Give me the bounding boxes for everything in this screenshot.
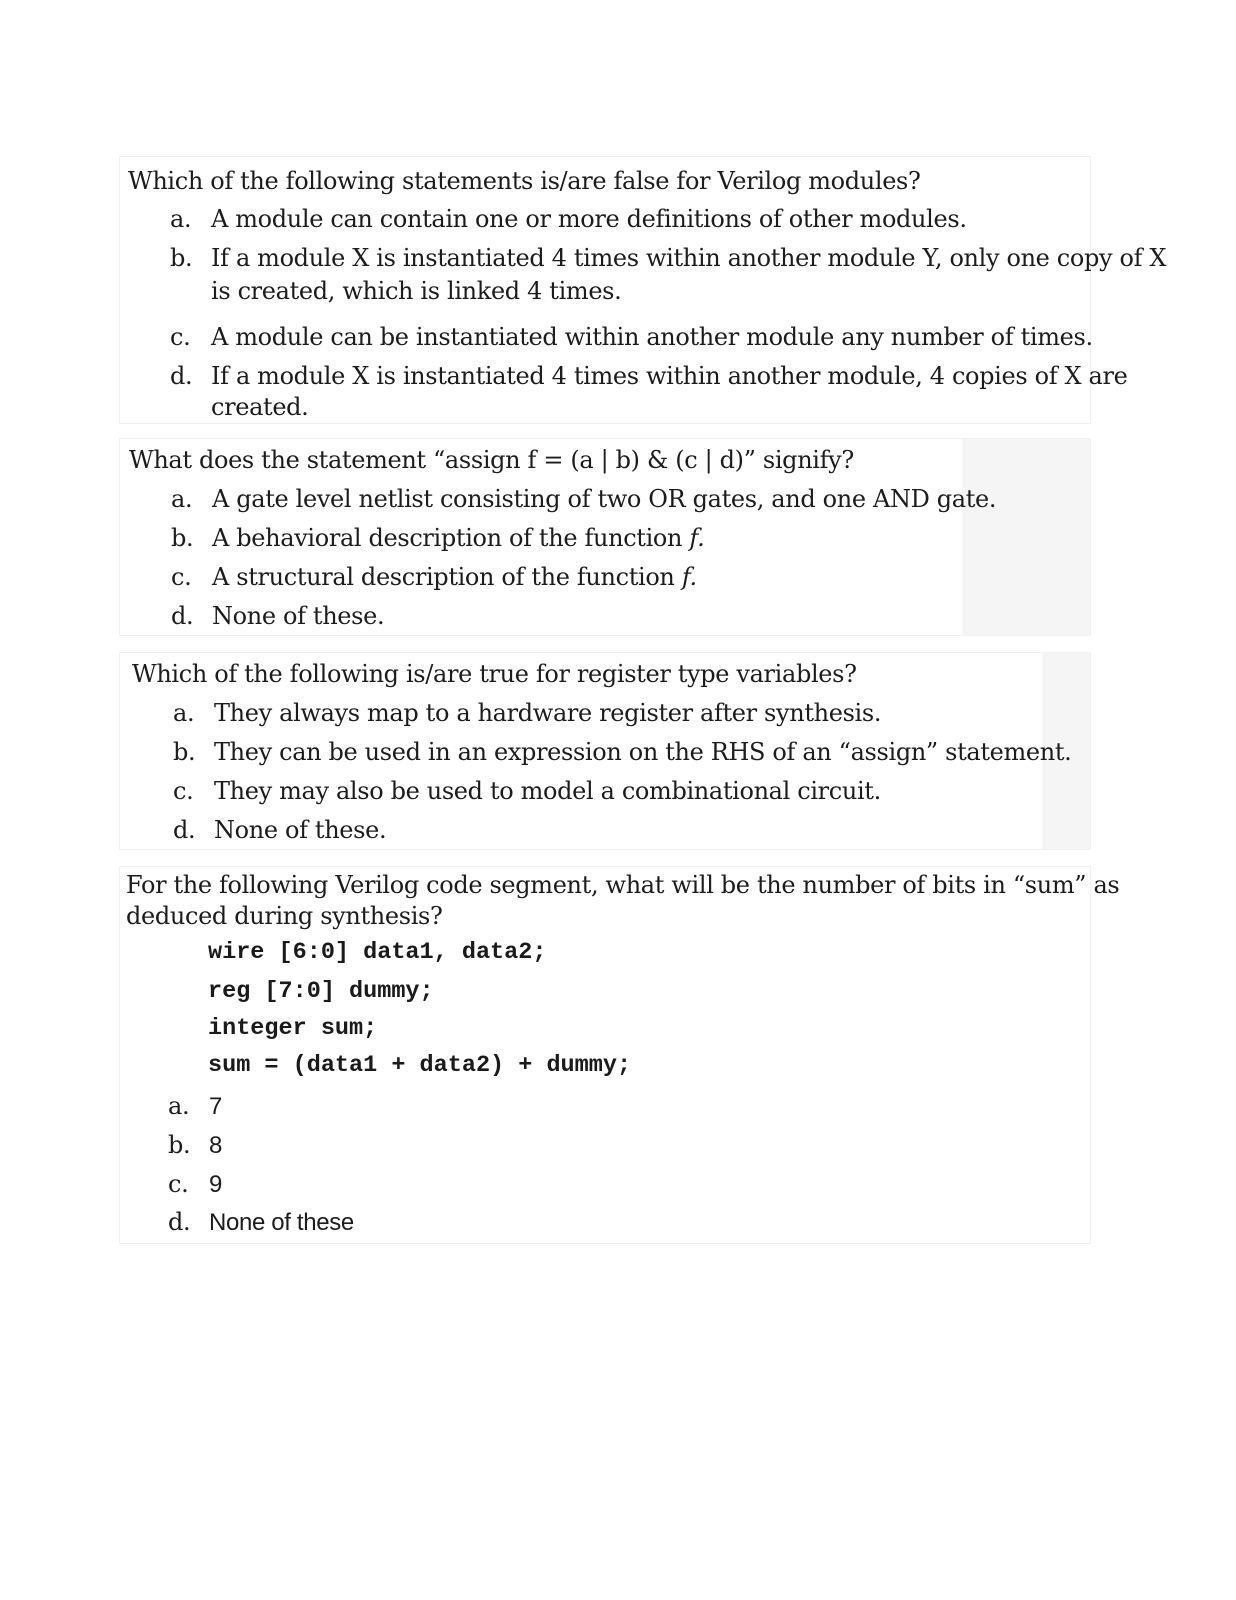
function-name: f.: [689, 524, 705, 552]
question-4-text: For the following Verilog code segment, what will be the number of bits in “sum” as: [126, 871, 1120, 899]
option-letter: d.: [171, 602, 194, 630]
code-line-1: wire [6:0] data1, data2;: [208, 939, 547, 966]
option-text: 8: [209, 1132, 222, 1159]
option-text: They may also be used to model a combinational circuit.: [214, 777, 881, 805]
option-text-main: A structural description of the function: [212, 563, 675, 591]
option-letter: c.: [173, 777, 194, 805]
option-letter: b.: [168, 1131, 191, 1159]
option-text: A module can be instantiated within another module any number of times.: [211, 323, 1093, 351]
question-1-option-b-continued: [211, 276, 621, 307]
option-letter: c.: [170, 323, 191, 351]
option-text: 7: [209, 1093, 222, 1120]
option-letter: a.: [171, 485, 193, 513]
option-text-main: A behavioral description of the function: [212, 524, 683, 552]
question-3: [119, 652, 1091, 850]
option-letter: b.: [170, 244, 193, 272]
option-letter: a.: [173, 699, 195, 727]
shaded-margin: [962, 439, 1090, 635]
option-letter: d.: [173, 816, 196, 844]
option-text: If a module X is instantiated 4 times within another module, 4 copies of X are: [211, 362, 1128, 390]
option-text: They always map to a hardware register after synthesis.: [214, 699, 882, 727]
option-letter: b.: [173, 738, 196, 766]
code-line-2: reg [7:0] dummy;: [208, 978, 434, 1005]
question-1-option-d-continued: [211, 392, 308, 423]
option-letter: b.: [171, 524, 194, 552]
question-1-text: Which of the following statements is/are false for Verilog modules?: [128, 167, 921, 195]
option-text: A module can contain one or more definitions of other modules.: [211, 205, 967, 233]
option-text: If a module X is instantiated 4 times within another module Y, only one copy of X: [211, 244, 1167, 272]
option-text: None of these: [209, 1209, 354, 1236]
question-3-text: Which of the following is/are true for register type variables?: [132, 660, 857, 688]
question-4: [119, 866, 1120, 1244]
option-text-continued: created.: [211, 393, 309, 421]
option-letter: d.: [168, 1208, 191, 1236]
question-2: [119, 438, 1091, 636]
option-letter: c.: [171, 563, 192, 591]
function-name: f.: [681, 563, 697, 591]
question-4-text-continued: deduced during synthesis?: [126, 902, 443, 930]
question-1: [119, 156, 1167, 424]
question-2-text: What does the statement “assign f = (a | b) & (c | d)” signify?: [129, 446, 854, 474]
option-text: 9: [209, 1171, 222, 1198]
code-line-3: integer sum;: [208, 1015, 378, 1042]
option-text: A gate level netlist consisting of two OR gates, and one AND gate.: [212, 485, 997, 513]
option-text: [212, 523, 704, 554]
code-line-4: sum = (data1 + data2) + dummy;: [208, 1052, 632, 1079]
option-letter: a.: [170, 205, 192, 233]
option-letter: a.: [168, 1092, 190, 1120]
option-letter: d.: [170, 362, 193, 390]
option-text: They can be used in an expression on the RHS of an “assign” statement.: [214, 738, 1072, 766]
option-text: None of these.: [214, 816, 387, 844]
option-text-continued: is created, which is linked 4 times.: [211, 277, 622, 305]
option-text: None of these.: [212, 602, 385, 630]
option-letter: c.: [168, 1170, 189, 1198]
option-text: [212, 562, 697, 593]
